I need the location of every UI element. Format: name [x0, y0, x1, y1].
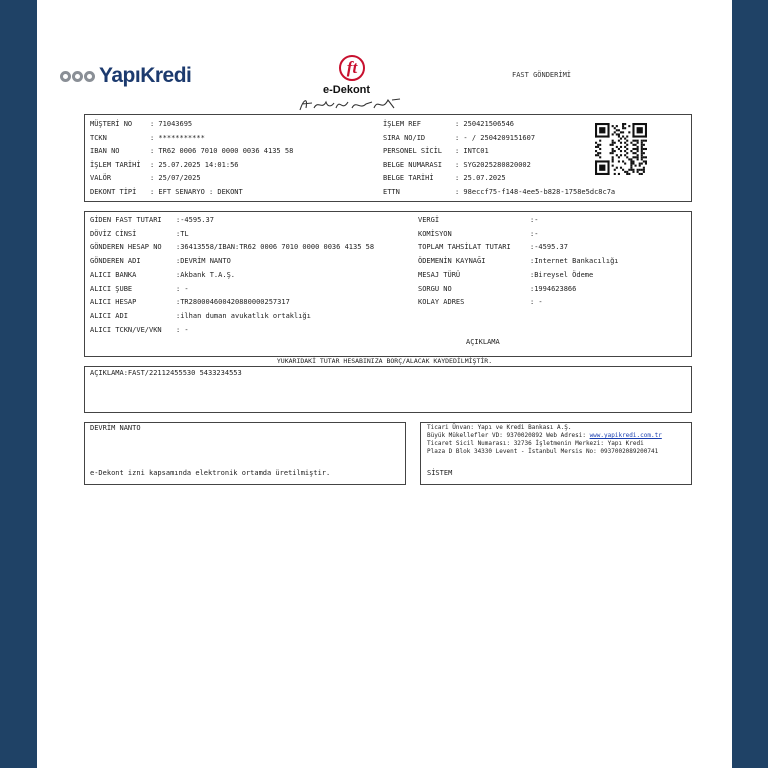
field-value: : *********** — [150, 133, 205, 142]
field-label: VERGİ — [418, 216, 440, 224]
field-value: : 25.07.2025 14:01:56 — [150, 160, 239, 169]
info-left-row — [90, 161, 239, 170]
field-label: GÖNDEREN ADI — [90, 257, 141, 266]
customer-name: DEVRİM NANTO — [90, 424, 141, 432]
transfer-left-row — [90, 298, 290, 307]
field-value: : - — [176, 284, 189, 293]
field-value: : - — [530, 298, 543, 307]
field-value: :TR280004600420880000257317 — [176, 298, 290, 307]
transfer-left-row — [90, 326, 189, 335]
info-right-row — [383, 120, 514, 129]
system-label: SİSTEM — [427, 469, 453, 477]
description-text: AÇIKLAMA:FAST/22112455530 5433234553 — [90, 369, 242, 377]
qr-code-icon — [595, 123, 647, 175]
edekont-note: e-Dekont izni kapsamında elektronik ortamda üretilmiştir. — [90, 469, 331, 477]
transfer-right-row — [418, 285, 576, 294]
field-value: : 71043695 — [150, 120, 193, 128]
info-right-row — [383, 188, 615, 197]
field-value: :Internet Bankacılığı — [530, 257, 619, 266]
bank-legal-line-2 — [427, 432, 662, 440]
transfer-right-row — [418, 230, 538, 239]
field-value: :- — [530, 229, 539, 238]
info-left-row — [90, 188, 243, 197]
field-value: :- — [530, 216, 539, 224]
yapikredi-rings-icon — [60, 71, 95, 82]
info-right-row — [383, 134, 535, 143]
field-value: : 25/07/2025 — [150, 174, 201, 182]
aciklama-heading: AÇIKLAMA — [466, 338, 500, 346]
field-label: TCKN — [90, 133, 107, 142]
transfer-left-row — [90, 243, 374, 252]
field-label: ALICI TCKN/VE/VKN — [90, 325, 162, 334]
field-value: : 25.07.2025 — [455, 174, 506, 182]
field-label: DEKONT TİPİ — [90, 187, 137, 196]
field-value: :TL — [176, 229, 189, 238]
field-label: İŞLEM REF — [383, 120, 421, 128]
transfer-right-row — [418, 216, 538, 225]
field-label: VALÖR — [90, 174, 112, 182]
field-value: : EFT SENARYO : DEKONT — [150, 187, 243, 196]
field-value: : 98eccf75-f148-4ee5-b828-1758e5dc8c7a — [455, 187, 616, 196]
field-label: GİDEN FAST TUTARI — [90, 216, 162, 224]
field-label: DÖVİZ CİNSİ — [90, 229, 137, 238]
transfer-right-row — [418, 257, 619, 266]
field-value: :Akbank T.A.Ş. — [176, 270, 236, 279]
info-right-row — [383, 161, 531, 170]
info-left-row — [90, 174, 201, 183]
field-value: :ilhan duman avukatlık ortaklığı — [176, 311, 311, 320]
field-value: :-4595.37 — [176, 216, 214, 224]
transfer-right-row — [418, 298, 543, 307]
field-value: : INTC01 — [455, 147, 489, 155]
field-label: ALICI ŞUBE — [90, 284, 133, 293]
info-right-row — [383, 147, 489, 156]
document-type: FAST GÖNDERİMİ — [512, 71, 572, 79]
info-left-row — [90, 134, 205, 143]
transfer-left-row — [90, 271, 235, 280]
transfer-left-row — [90, 216, 214, 225]
field-label: ALICI ADI — [90, 311, 128, 320]
field-label: SIRA NO/ID — [383, 133, 426, 142]
field-label: BELGE NUMARASI — [383, 160, 443, 169]
bank-name: YapıKredi — [99, 64, 192, 87]
field-value: :DEVRİM NANTO — [176, 257, 231, 266]
edekont-emblem-icon: ft — [339, 55, 365, 81]
transfer-left-row — [90, 230, 189, 239]
transfer-left-row — [90, 312, 311, 321]
field-label: GÖNDEREN HESAP NO — [90, 243, 162, 252]
transfer-right-row — [418, 271, 593, 280]
field-value: : - / 2504209151607 — [455, 133, 536, 142]
field-label: MESAJ TÜRÜ — [418, 270, 461, 279]
bank-legal-line-2-text: Büyük Mükellefler VD: 9370020892 Web Adresi: — [427, 432, 590, 439]
field-value: : TR62 0006 7010 0000 0036 4135 58 — [150, 147, 294, 155]
debit-credit-caption: YUKARIDAKİ TUTAR HESABINIZA BORÇ/ALACAK KAYDEDİLMİŞTİR. — [276, 357, 493, 365]
field-value: :-4595.37 — [530, 243, 568, 252]
info-left-row — [90, 120, 192, 129]
signature — [296, 94, 406, 114]
field-value: : - — [176, 325, 189, 334]
transfer-left-row — [90, 285, 189, 294]
field-label: IBAN NO — [90, 147, 120, 155]
field-value: :Bireysel Ödeme — [530, 270, 594, 279]
field-label: MÜŞTERİ NO — [90, 120, 133, 128]
bank-legal-line-1: Ticari Ünvan: Yapı ve Kredi Bankası A.Ş. — [427, 424, 572, 431]
transfer-right-row — [418, 243, 568, 252]
field-label: KOMİSYON — [418, 229, 452, 238]
field-value: :36413558/IBAN:TR62 0006 7010 0000 0036 4135 58 — [176, 243, 375, 252]
info-left-row — [90, 147, 293, 156]
field-value: :1994623866 — [530, 284, 577, 293]
bank-website-link[interactable]: www.yapikredi.com.tr — [589, 432, 662, 439]
edekont-title: e-Dekont — [323, 84, 371, 96]
field-label: TOPLAM TAHSİLAT TUTARI — [418, 243, 511, 252]
field-value: : SYG2025280820002 — [455, 160, 531, 169]
yapikredi-logo — [60, 64, 191, 88]
field-label: İŞLEM TARİHİ — [90, 160, 141, 169]
field-label: ALICI HESAP — [90, 298, 137, 307]
field-label: KOLAY ADRES — [418, 298, 465, 307]
field-label: SORGU NO — [418, 284, 452, 293]
field-label: BELGE TARİHİ — [383, 174, 434, 182]
bank-legal-line-4: Plaza D Blok 34330 Levent - İstanbul Mersis No: 0937002089200741 — [427, 448, 659, 455]
bank-legal-line-3: Ticaret Sicil Numarası: 32736 İşletmenin Merkezi: Yapı Kredi — [427, 440, 644, 447]
field-label: ÖDEMENİN KAYNAĞI — [418, 257, 486, 266]
info-right-row — [383, 174, 506, 183]
field-value: : 250421506546 — [455, 120, 515, 128]
field-label: ETTN — [383, 187, 400, 196]
transfer-left-row — [90, 257, 231, 266]
field-label: PERSONEL SİCİL — [383, 147, 443, 155]
field-label: ALICI BANKA — [90, 270, 137, 279]
